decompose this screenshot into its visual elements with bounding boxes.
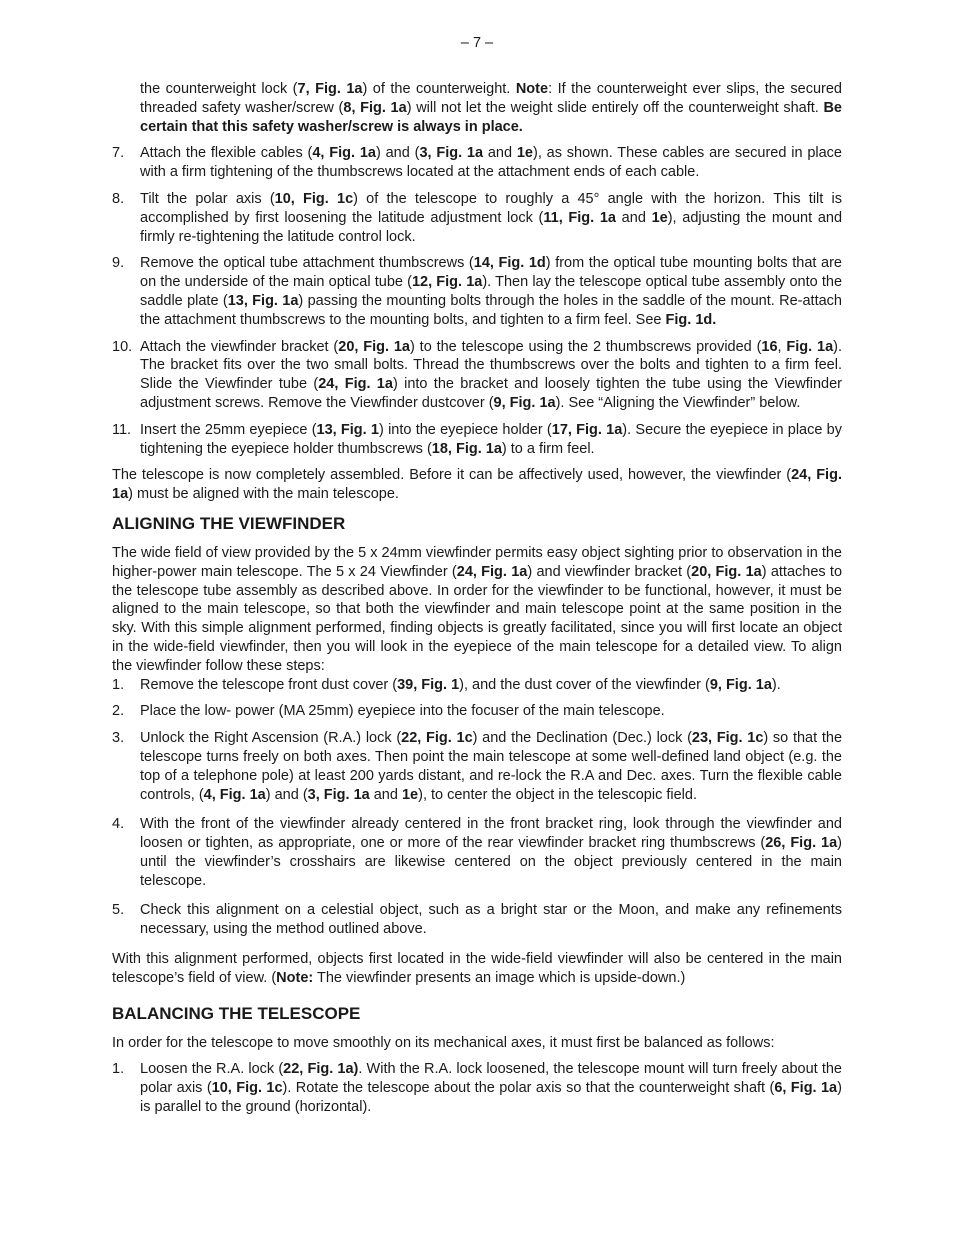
step-text: Unlock the Right Ascension (R.A.) lock (22, Fig. 1c) and the Declination (Dec.) lock (23, Fig. 1c) so that the telescope turns freely on both axes. Then point the main telescope at some well-defined land object (e.g. the top of a telephone pole) at least 200 yards distant, and re-lock the R.A and Dec. axes. Turn the flexible cable controls, (4, Fig. 1a) and (3, Fig. 1a and 1e), to center the object in the telescopic field. — [140, 730, 843, 803]
bold-reference: 7, Fig. 1a — [297, 81, 363, 97]
bold-reference: 4, Fig. 1a — [312, 145, 376, 162]
bold-reference: 11, Fig. 1a — [543, 209, 616, 226]
bold-reference: 9, Fig. 1a — [493, 394, 556, 411]
bold-reference: Be certain that this safety washer/screw is always in place. — [140, 99, 842, 135]
bold-reference: Note: — [276, 969, 314, 986]
step-number: 1. — [112, 1061, 125, 1078]
page-content — [112, 80, 842, 1117]
bold-reference: 22, Fig. 1a) — [283, 1061, 359, 1078]
bold-reference: Fig. 1d. — [665, 311, 717, 328]
bold-reference: 24, Fig. 1a — [456, 563, 528, 580]
step-text: Check this alignment on a celestial object, such as a bright star or the Moon, and make any refinements necessary, using the method outlined above. — [140, 902, 842, 938]
step-number: 11. — [112, 421, 132, 438]
assembly-step-9 — [112, 254, 842, 329]
bold-reference: 20, Fig. 1a — [338, 338, 410, 355]
step-number: 3. — [112, 730, 125, 747]
bold-reference: 4, Fig. 1a — [203, 786, 266, 803]
assembly-step-8 — [112, 190, 842, 246]
balancing-step-1 — [112, 1060, 842, 1116]
step-text: Tilt the polar axis (10, Fig. 1c) of the telescope to roughly a 45° angle with the horizon. This tilt is accomplished by first loosening the latitude adjustment lock (11, Fig. 1a and 1e), adjusting the mount and firmly re-tightening the latitude control lock. — [140, 190, 843, 245]
bold-reference: 13, Fig. 1a — [227, 292, 299, 309]
bold-reference: 16 — [761, 338, 778, 355]
step-text: Place the low- power (MA 25mm) eyepiece into the focuser of the main telescope. — [140, 703, 665, 720]
bold-reference: 14, Fig. 1d — [473, 255, 546, 272]
bold-reference: 9, Fig. 1a — [709, 676, 772, 693]
aligning-step-1 — [112, 676, 842, 695]
balancing-heading: BALANCING THE TELESCOPE — [112, 1003, 361, 1023]
assembly-step-11 — [112, 421, 842, 459]
bold-reference: 24, Fig. 1a — [318, 376, 393, 393]
step-number: 7. — [112, 145, 125, 162]
step-number: 2. — [112, 703, 125, 720]
intro-continuation: the counterweight lock (7, Fig. 1a) of the counterweight. Note: If the counterweight ever slips, the secured threaded safety washer/screw (8, Fig. 1a) will not let the weight slide entirely off the counterweight shaft. Be certain that this safety washer/screw is always in place. — [140, 81, 842, 135]
step-number: 9. — [112, 255, 125, 272]
aligning-step-5 — [112, 901, 842, 939]
step-text: Attach the flexible cables (4, Fig. 1a) and (3, Fig. 1a and 1e), as shown. These cables are secured in place with a firm tightening of the thumbscrews located at the attachment ends of each cable. — [140, 145, 842, 181]
bold-reference: 1e — [651, 209, 668, 226]
bold-reference: Note — [515, 81, 549, 97]
step-text: Loosen the R.A. lock (22, Fig. 1a). With the R.A. lock loosened, the telescope mount will turn freely about the polar axis (10, Fig. 1c). Rotate the telescope about the polar axis so that the counterweight shaft (6, Fig. 1a) is parallel to the ground (horizontal). — [140, 1061, 842, 1116]
page-number: – 7 – — [460, 35, 494, 51]
assembly-step-7 — [112, 144, 842, 182]
bold-reference: 3, Fig. 1a — [419, 145, 484, 162]
bold-reference: 10, Fig. 1c — [211, 1080, 283, 1097]
bold-reference: 1e — [516, 145, 533, 162]
bold-reference: 3, Fig. 1a — [307, 786, 370, 803]
assembly-step-10 — [112, 338, 842, 413]
step-number: 1. — [112, 676, 125, 693]
bold-reference: 26, Fig. 1a — [765, 835, 838, 852]
step-number: 4. — [112, 816, 125, 833]
aligning-step-3 — [112, 729, 842, 804]
bold-reference: 20, Fig. 1a — [691, 563, 762, 580]
aligning-step-2 — [112, 702, 842, 721]
bold-reference: 13, Fig. 1 — [316, 421, 380, 438]
bold-reference: 23, Fig. 1c — [691, 730, 764, 747]
aligning-outro: With this alignment performed, objects first located in the wide-field viewfinder will also be centered in the main telescope’s field of view. (Note: The viewfinder presents an image which is upside-down.) — [112, 951, 842, 986]
aligning-step-4 — [112, 815, 842, 890]
bold-reference: 1e — [401, 786, 419, 803]
step-text: With the front of the viewfinder already centered in the front bracket ring, look through the viewfinder and loosen or tighten, as appropriate, one or more of the rear viewfinder bracket ring thumbscrews (26, Fig. 1a) until the viewfinder’s crosshairs are likewise centered on the object previously centered in the main telescope. — [140, 816, 842, 889]
step-number: 5. — [112, 902, 125, 919]
bold-reference: 24, Fig. 1a — [112, 467, 842, 503]
step-text: Remove the telescope front dust cover (39, Fig. 1), and the dust cover of the viewfinder (9, Fig. 1a). — [140, 676, 781, 693]
step-text: Remove the optical tube attachment thumbscrews (14, Fig. 1d) from the optical tube mounting bolts that are on the underside of the main optical tube (12, Fig. 1a). Then lay the telescope optical tube assembly onto the saddle plate (13, Fig. 1a) passing the mounting bolts through the holes in the saddle of the mount. Re-attach the attachment thumbscrews to the mounting bolts, and tighten to a firm feel. See Fig. 1d. — [140, 255, 843, 328]
assembled-note: The telescope is now completely assembled. Before it can be affectively used, however, the viewfinder (24, Fig. 1a) must be aligned with the main telescope. — [112, 467, 842, 503]
bold-reference: 39, Fig. 1 — [397, 676, 460, 693]
aligning-heading: ALIGNING THE VIEWFINDER — [112, 513, 346, 533]
balancing-intro: In order for the telescope to move smoothly on its mechanical axes, it must first be balanced as follows: — [112, 1034, 775, 1051]
step-number: 8. — [112, 190, 125, 207]
step-text: Attach the viewfinder bracket (20, Fig. 1a) to the telescope using the 2 thumbscrews provided (16, Fig. 1a). The bracket fits over the two small bolts. Thread the thumbscrews over the bolts and tighten to a firm feel. Slide the Viewfinder tube (24, Fig. 1a) into the bracket and loosely tighten the tube using the Viewfinder adjustment screws. Remove the Viewfinder dustcover (9, Fig. 1a). See “Aligning the Viewfinder” below. — [140, 338, 843, 411]
step-number: 10. — [112, 338, 133, 355]
aligning-intro: The wide field of view provided by the 5 x 24mm viewfinder permits easy object sighting prior to observation in the higher-power main telescope. The 5 x 24 Viewfinder (24, Fig. 1a) and viewfinder bracket (20, Fig. 1a) attaches to the telescope tube assembly as described above. In order for the viewfinder to be functional, however, it must be aligned to the main telescope, so that both the viewfinder and main telescope point at the same position in the sky. With this simple alignment performed, finding objects is greatly facilitated, since you will first locate an object in the wide-field viewfinder, then you will look in the eyepiece of the main telescope for a detailed view. To align the viewfinder follow these steps: — [112, 544, 843, 674]
step-text: Insert the 25mm eyepiece (13, Fig. 1) into the eyepiece holder (17, Fig. 1a). Secure the eyepiece in place by tightening the eyepiece holder thumbscrews (18, Fig. 1a) to a firm feel. — [140, 421, 842, 457]
bold-reference: 6, Fig. 1a — [774, 1080, 838, 1097]
bold-reference: 18, Fig. 1a — [431, 440, 502, 457]
bold-reference: 10, Fig. 1c — [274, 190, 354, 207]
bold-reference: 22, Fig. 1c — [401, 730, 473, 747]
bold-reference: 17, Fig. 1a — [551, 421, 623, 438]
bold-reference: 8, Fig. 1a — [343, 99, 407, 116]
bold-reference: 12, Fig. 1a — [411, 274, 483, 291]
bold-reference: Fig. 1a — [786, 338, 834, 355]
